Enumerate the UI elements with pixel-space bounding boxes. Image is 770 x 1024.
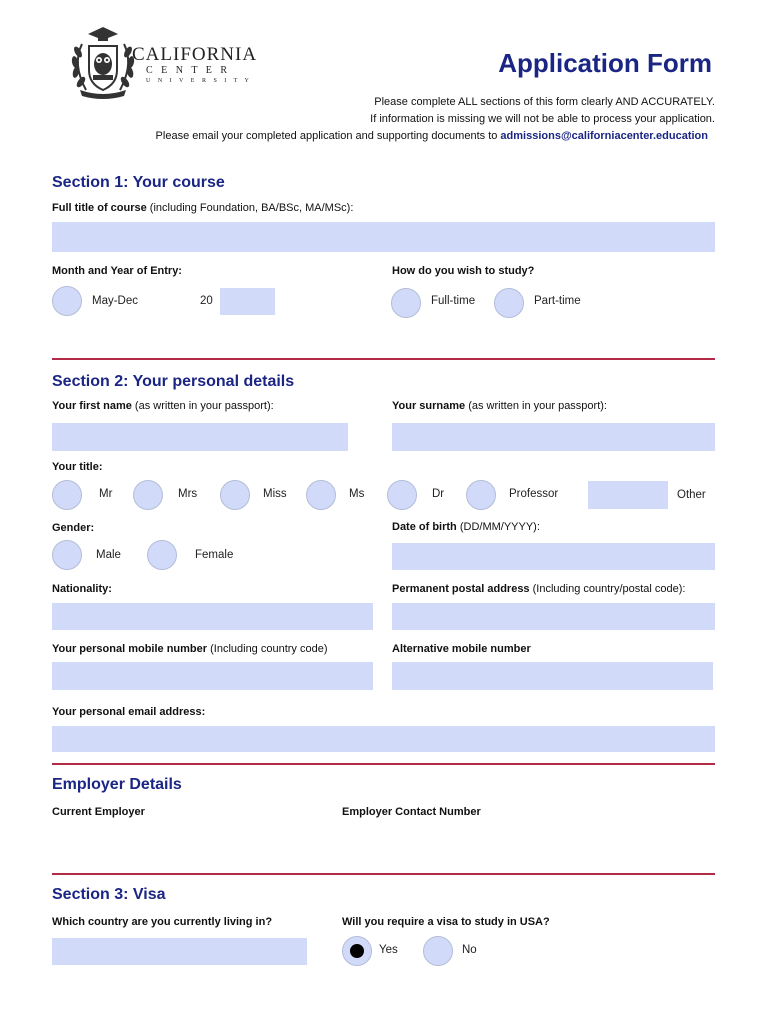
title-mrs-radio[interactable] xyxy=(133,480,163,510)
visa-label: Will you require a visa to study in USA? xyxy=(342,916,550,928)
logo-university: U N I V E R S I T Y xyxy=(146,78,252,84)
title-other-input[interactable] xyxy=(588,481,668,509)
section-divider xyxy=(52,763,715,765)
alt-mobile-input[interactable] xyxy=(392,662,713,690)
title-professor-label: Professor xyxy=(509,488,559,500)
gender-male-radio[interactable] xyxy=(52,540,82,570)
address-note: (Including country/postal code): xyxy=(529,583,686,595)
dob-label xyxy=(392,521,540,533)
entry-label: Month and Year of Entry: xyxy=(52,265,182,277)
entry-may-dec-radio[interactable] xyxy=(52,286,82,316)
dob-input[interactable] xyxy=(392,543,715,570)
surname-note: (as written in your passport): xyxy=(465,400,607,412)
title-miss-label: Miss xyxy=(263,488,287,500)
course-title-input[interactable] xyxy=(52,222,715,252)
firstname-input[interactable] xyxy=(52,423,348,451)
gender-label: Gender: xyxy=(52,522,95,534)
study-fulltime-radio[interactable] xyxy=(391,288,421,318)
current-employer-label: Current Employer xyxy=(52,806,145,818)
title-other-label: Other xyxy=(677,489,706,501)
country-label: Which country are you currently living in? xyxy=(52,916,273,928)
visa-no-radio[interactable] xyxy=(423,936,453,966)
section-divider xyxy=(52,358,715,360)
page-title: Application Form xyxy=(498,48,712,78)
title-professor-radio[interactable] xyxy=(466,480,496,510)
course-title-label-text: Full title of course xyxy=(52,202,147,214)
study-parttime-label: Part-time xyxy=(534,295,581,307)
surname-input[interactable] xyxy=(392,423,715,451)
dob-label-text: Date of birth xyxy=(392,521,457,533)
title-dr-radio[interactable] xyxy=(387,480,417,510)
intro-line-1: Please complete ALL sections of this form clearly AND ACCURATELY. xyxy=(374,96,715,108)
mobile-note: (Including country code) xyxy=(207,643,328,655)
logo-name: CALIFORNIA xyxy=(132,44,258,65)
section1-title: Section 1: Your course xyxy=(52,174,225,191)
entry-year-input[interactable] xyxy=(220,288,275,315)
course-title-note: (including Foundation, BA/BSc, MA/MSc): xyxy=(146,202,354,214)
surname-label-text: Your surname xyxy=(392,400,466,412)
firstname-note: (as written in your passport): xyxy=(131,400,274,412)
course-title-label xyxy=(52,202,353,214)
entry-may-dec-label: May-Dec xyxy=(92,295,139,307)
title-ms-radio[interactable] xyxy=(306,480,336,510)
university-logo xyxy=(68,24,268,100)
employer-contact-label: Employer Contact Number xyxy=(342,806,481,818)
mobile-label xyxy=(52,643,328,655)
study-mode-label: How do you wish to study? xyxy=(392,265,535,277)
visa-yes-radio[interactable] xyxy=(342,936,372,966)
title-mrs-label: Mrs xyxy=(178,488,198,500)
visa-yes-label: Yes xyxy=(379,944,398,956)
address-label-text: Permanent postal address xyxy=(392,583,530,595)
address-label xyxy=(392,583,685,595)
title-miss-radio[interactable] xyxy=(220,480,250,510)
address-input[interactable] xyxy=(392,603,715,630)
gender-female-radio[interactable] xyxy=(147,540,177,570)
logo-center: C E N T E R xyxy=(146,65,231,76)
dob-note: (DD/MM/YYYY): xyxy=(456,521,540,533)
intro-line-2: If information is missing we will not be able to process your application. xyxy=(370,113,715,125)
nationality-label: Nationality: xyxy=(52,583,112,595)
firstname-label xyxy=(52,400,274,412)
surname-label xyxy=(392,400,607,412)
gender-male-label: Male xyxy=(96,549,121,561)
owl-crest-laurel-icon xyxy=(68,24,138,100)
country-input[interactable] xyxy=(52,938,307,965)
title-label: Your title: xyxy=(52,461,103,473)
gender-female-label: Female xyxy=(195,549,234,561)
email-input[interactable] xyxy=(52,726,715,752)
admissions-email-link[interactable]: admissions@californiacenter.education xyxy=(500,130,708,142)
intro-line-3-text: Please email your completed application and supporting documents to xyxy=(155,130,501,142)
visa-no-label: No xyxy=(462,944,477,956)
section2-title: Section 2: Your personal details xyxy=(52,373,295,390)
section3-title: Section 3: Visa xyxy=(52,886,166,903)
section-divider xyxy=(52,873,715,875)
firstname-label-text: Your first name xyxy=(52,400,132,412)
entry-year-prefix: 20 xyxy=(200,295,213,307)
intro-line-3 xyxy=(156,130,708,142)
nationality-input[interactable] xyxy=(52,603,373,630)
study-fulltime-label: Full-time xyxy=(431,295,476,307)
title-ms-label: Ms xyxy=(349,488,365,500)
title-mr-label: Mr xyxy=(99,488,113,500)
mobile-label-text: Your personal mobile number xyxy=(52,643,208,655)
alt-mobile-label: Alternative mobile number xyxy=(392,643,531,655)
title-dr-label: Dr xyxy=(432,488,445,500)
mobile-input[interactable] xyxy=(52,662,373,690)
employer-title: Employer Details xyxy=(52,776,182,793)
study-parttime-radio[interactable] xyxy=(494,288,524,318)
email-label: Your personal email address: xyxy=(52,706,206,718)
title-mr-radio[interactable] xyxy=(52,480,82,510)
